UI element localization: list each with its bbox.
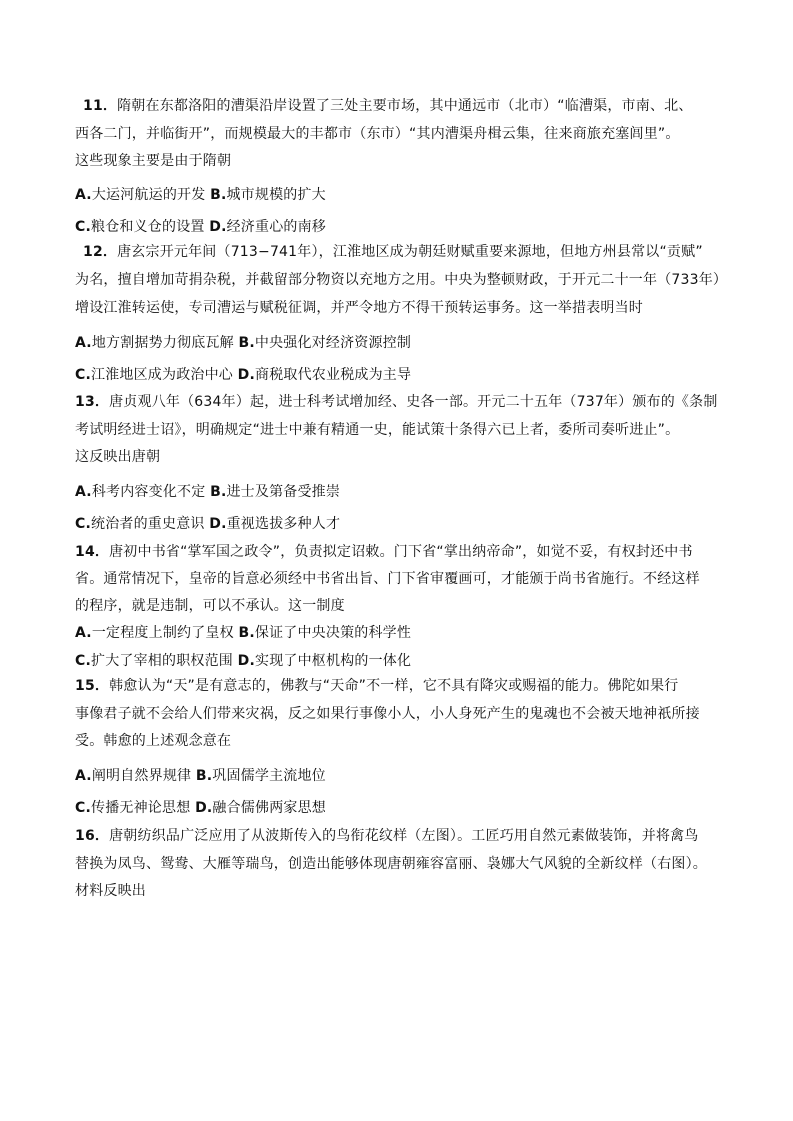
option-a-text: 地方割据势力彻底瓦解: [91, 335, 234, 351]
option-c-text: 扩大了宰相的职权范围: [91, 653, 233, 669]
question-text: 替换为凤鸟、鸳鸯、大雁等瑞鸟，创造出能够体现唐朝雍容富丽、袅娜大气风貌的全新纹样（右图）。: [75, 856, 707, 872]
question-text: 隋朝在东都洛阳的漕渠沿岸设置了三处主要市场，其中通远市（北市）“临漕渠，市南、北、: [117, 98, 693, 114]
option-b-letter: B.: [238, 625, 255, 641]
option-d-letter: D.: [209, 516, 227, 532]
option-c-text: 江淮地区成为政治中心: [91, 367, 233, 383]
question-text: 省。通常情况下，皇帝的旨意必须经中书省出旨、门下省审覆画可，才能颁于尚书省施行。不经这样: [75, 571, 700, 587]
option-d-letter: D.: [237, 653, 255, 669]
question-number: 16．: [75, 828, 110, 844]
question-text: 考试明经进士诏》，明确规定“进士中兼有精通一史，能试策十条得六已上者，委所司奏听进止”。: [75, 422, 680, 438]
option-a-letter: A.: [75, 335, 92, 351]
option-d-text: 重视选拔多种人才: [226, 516, 341, 532]
option-d-text: 商税取代农业税成为主导: [255, 367, 412, 383]
option-c-text: 粮仓和义仓的设置: [91, 219, 205, 235]
question-text: 为名，擅自增加苛捐杂税，并截留部分物资以充地方之用。中央为整顿财政，于开元二十一年（733年）: [75, 272, 728, 288]
option-a-letter: A.: [75, 625, 92, 641]
option-row: [75, 515, 340, 533]
option-b-letter: B.: [195, 768, 213, 784]
question-number: 14．: [75, 544, 110, 560]
question-number: 13．: [75, 394, 110, 410]
question-number: 12．: [83, 244, 118, 260]
option-d-letter: D.: [195, 800, 213, 816]
option-c-letter: C.: [75, 800, 91, 816]
question-number: 15．: [75, 678, 110, 694]
option-b-text: 巩固儒学主流地位: [212, 768, 326, 784]
option-b-letter: B.: [210, 187, 227, 203]
option-row: [75, 799, 326, 817]
question-text: 西各二门，并临街开”，而规模最大的丰都市（东市）“其内漕渠舟楫云集，往来商旅充塞闾里”。: [75, 126, 680, 142]
option-a-text: 大运河航运的开发: [91, 187, 206, 203]
option-c-text: 统治者的重史意识: [91, 516, 205, 532]
option-c-letter: C.: [75, 219, 91, 235]
option-row: [75, 334, 411, 352]
option-a-letter: A.: [75, 484, 92, 500]
option-b-text: 保证了中央决策的科学性: [254, 625, 412, 641]
option-b-letter: B.: [210, 484, 227, 500]
question-text: 唐初中书省“掌军国之政令”，负责拟定诏敕。门下省“掌出纳帝命”，如觉不妥，有权封还中书: [109, 544, 693, 560]
option-d-text: 经济重心的南移: [226, 219, 327, 235]
option-c-letter: C.: [75, 653, 91, 669]
question-text: 唐玄宗开元年间（713−741年），江淮地区成为朝廷财赋重要来源地，但地方州县常以“贡赋”: [117, 244, 703, 260]
question-text: 事像君子就不会给人们带来灾祸，反之如果行事像小人，小人身死产生的鬼魂也不会被天地神祇所接: [75, 706, 700, 722]
option-row: [75, 483, 340, 501]
option-a-text: 一定程度上制约了皇权: [91, 625, 234, 641]
question-text: 韩愈认为“天”是有意志的，佛教与“天命”不一样，它不具有降灾或赐福的能力。佛陀如果行: [109, 678, 679, 694]
option-b-letter: B.: [238, 335, 255, 351]
option-row: [75, 652, 411, 670]
option-row: [75, 624, 411, 642]
option-b-text: 进士及第备受推崇: [226, 484, 341, 500]
question-text: 材料反映出: [75, 883, 146, 899]
option-a-letter: A.: [75, 187, 92, 203]
question-text: 受。韩愈的上述观念意在: [75, 733, 232, 749]
question-text: 这反映出唐朝: [75, 449, 161, 465]
option-c-letter: C.: [75, 516, 91, 532]
option-row: [75, 366, 411, 384]
option-b-text: 城市规模的扩大: [226, 187, 326, 203]
option-a-text: 科考内容变化不定: [91, 484, 206, 500]
question-text: 唐朝纺织品广泛应用了从波斯传入的鸟衔花纹样（左图）。工匠巧用自然元素做装饰，并将禽鸟: [109, 828, 699, 844]
question-text: 的程序，就是违制，可以不承认。这一制度: [75, 598, 345, 614]
option-d-letter: D.: [209, 219, 227, 235]
option-a-text: 阐明自然界规律: [91, 768, 192, 784]
option-a-letter: A.: [75, 768, 92, 784]
option-c-text: 传播无神论思想: [91, 800, 191, 816]
option-d-text: 实现了中枢机构的一体化: [255, 653, 412, 669]
option-d-text: 融合儒佛两家思想: [212, 800, 327, 816]
option-b-text: 中央强化对经济资源控制: [254, 335, 412, 351]
option-c-letter: C.: [75, 367, 91, 383]
option-row: [75, 218, 326, 236]
option-d-letter: D.: [237, 367, 255, 383]
question-text: 唐贞观八年（634年）起，进士科考试增加经、史各一部。开元二十五年（737年）颁布的《条制: [109, 394, 718, 410]
option-row: [75, 767, 326, 785]
question-number: 11．: [83, 98, 118, 114]
option-row: [75, 186, 326, 204]
question-text: 增设江淮转运使，专司漕运与赋税征调，并严令地方不得干预转运事务。这一举措表明当时: [75, 300, 643, 316]
question-text: 这些现象主要是由于隋朝: [75, 153, 232, 169]
